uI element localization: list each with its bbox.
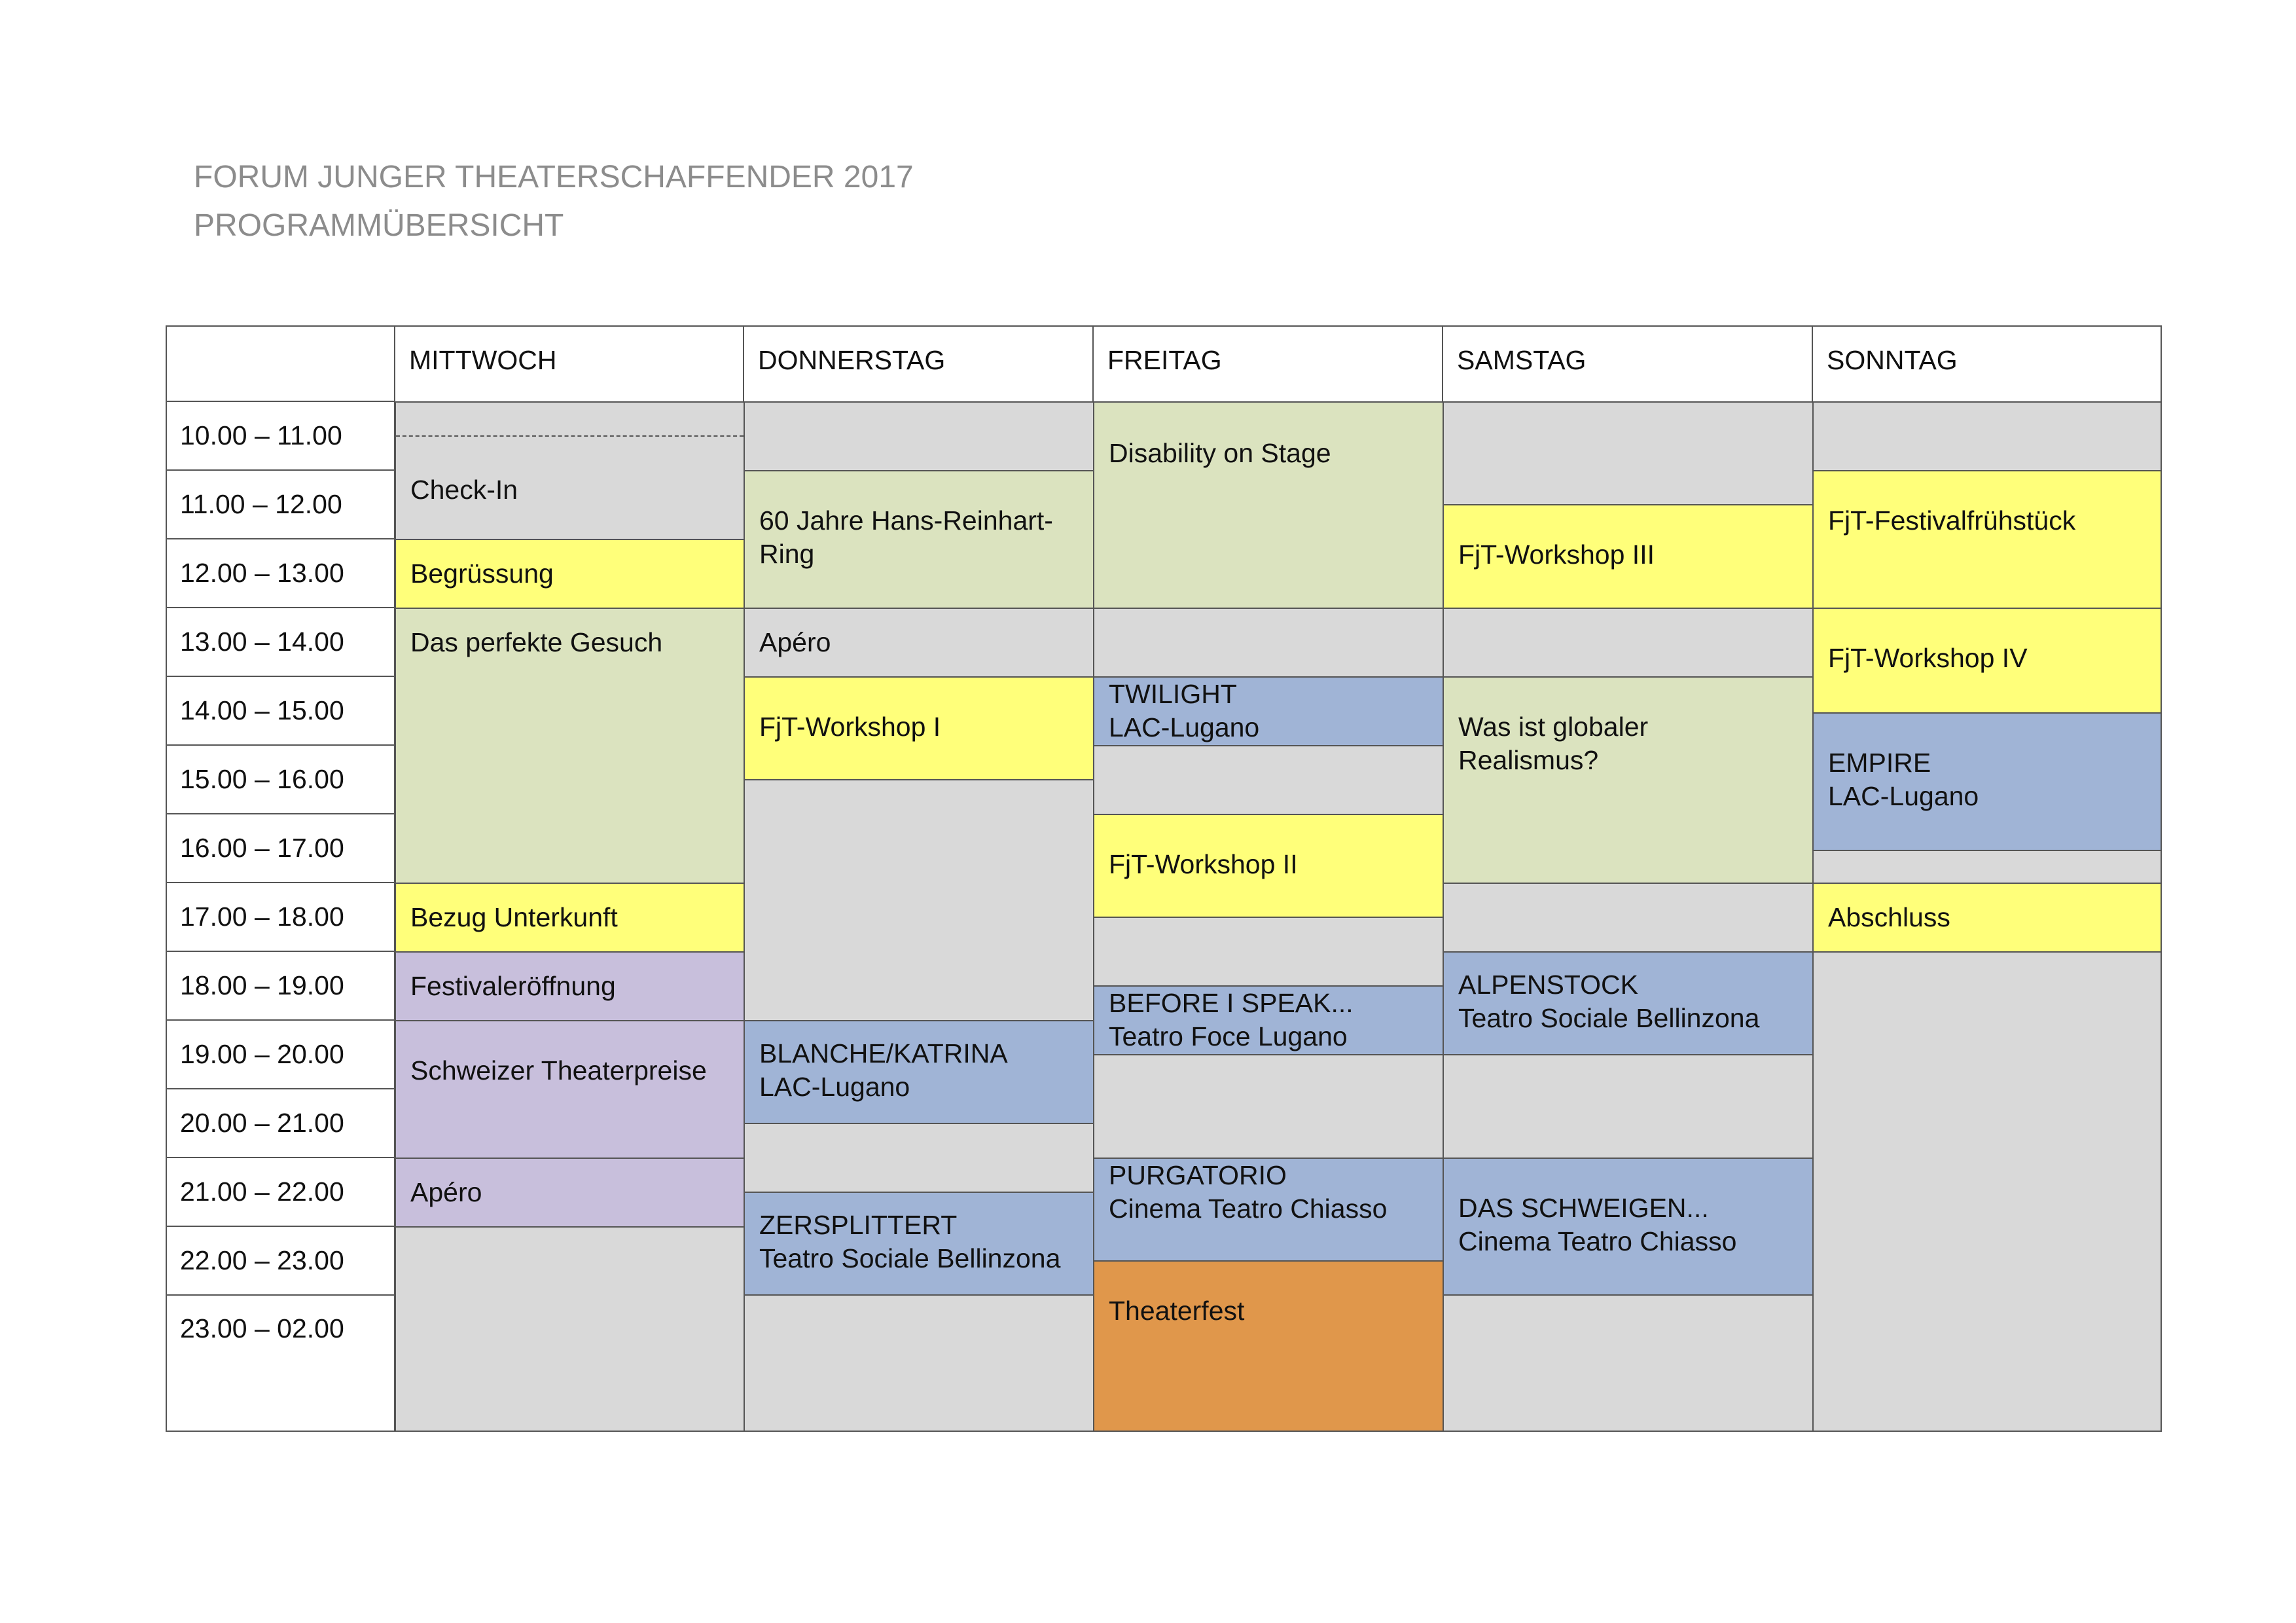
event-before-i-speak: BEFORE I SPEAK... Teatro Foce Lugano [1093,985,1444,1055]
table-border-left [166,325,167,1432]
row-divider [166,676,395,677]
schedule-table [166,325,2162,1432]
event-apero-mittwoch: Apéro [395,1158,745,1228]
row-divider [166,744,395,746]
empty-slot [1093,745,1444,815]
row-divider [166,401,395,402]
event-globaler-realismus: Was ist globaler Realismus? [1443,676,1814,884]
day-header-freitag: FREITAG [1107,345,1222,375]
event-apero-donnerstag: Apéro [744,608,1094,678]
event-fjt-workshop-1: FjT-Workshop I [744,676,1094,780]
time-slot: 13.00 – 14.00 [180,627,344,657]
event-purgatorio: PURGATORIO Cinema Teatro Chiasso [1093,1158,1444,1262]
time-slot: 11.00 – 12.00 [180,489,342,519]
table-border-top [166,325,2162,327]
event-hans-reinhart-ring: 60 Jahre Hans-Reinhart- Ring [744,470,1094,609]
empty-slot [1443,1294,1814,1432]
row-divider [166,607,395,608]
empty-slot [1093,608,1444,678]
time-slot: 22.00 – 23.00 [180,1245,344,1275]
column-divider [1092,325,1094,401]
empty-slot [1443,608,1814,678]
event-fjt-workshop-2: FjT-Workshop II [1093,814,1444,918]
event-fjt-festivalfruehstueck: FjT-Festivalfrühstück [1812,470,2162,609]
empty-slot [744,1123,1094,1193]
column-divider [743,325,744,401]
empty-slot [1812,951,2162,1432]
empty-slot [1443,401,1814,505]
event-zersplittert: ZERSPLITTERT Teatro Sociale Bellinzona [744,1192,1094,1296]
row-divider [166,1157,395,1158]
event-begruessung: Begrüssung [395,539,745,609]
column-divider [394,325,395,1432]
event-empire: EMPIRE LAC-Lugano [1812,712,2162,851]
row-divider [166,813,395,814]
time-slot: 19.00 – 20.00 [180,1039,344,1069]
row-divider [166,469,395,471]
empty-slot [1443,883,1814,953]
day-header-donnerstag: DONNERSTAG [758,345,946,375]
event-blanche-katrina: BLANCHE/KATRINA LAC-Lugano [744,1020,1094,1124]
time-slot: 14.00 – 15.00 [180,695,344,725]
event-festivaleroeffnung: Festivaleröffnung [395,951,745,1021]
table-border-right [2161,325,2162,1432]
event-theaterfest: Theaterfest [1093,1260,1444,1432]
row-divider [166,1088,395,1089]
day-header-mittwoch: MITTWOCH [409,345,557,375]
row-divider [166,1019,395,1021]
document-header [194,153,914,250]
document-title: FORUM JUNGER THEATERSCHAFFENDER 2017 [194,160,914,194]
day-header-samstag: SAMSTAG [1457,345,1587,375]
document-subtitle: PROGRAMMÜBERSICHT [194,208,564,243]
row-divider [166,1226,395,1227]
empty-slot [1812,401,2162,471]
column-divider [1812,325,1813,401]
time-slot: 18.00 – 19.00 [180,970,344,1000]
empty-slot [1812,850,2162,884]
time-slot: 20.00 – 21.00 [180,1108,344,1138]
empty-slot [744,1294,1094,1432]
time-slot: 15.00 – 16.00 [180,764,344,794]
empty-slot [1093,917,1444,987]
empty-slot [395,1226,745,1432]
time-slot: 12.00 – 13.00 [180,558,344,588]
event-bezug-unterkunft: Bezug Unterkunft [395,883,745,953]
event-alpenstock: ALPENSTOCK Teatro Sociale Bellinzona [1443,951,1814,1055]
column-divider [1442,325,1443,401]
event-disability-on-stage: Disability on Stage [1093,401,1444,609]
event-fjt-workshop-3: FjT-Workshop III [1443,504,1814,609]
row-divider [166,1294,395,1296]
empty-slot [744,401,1094,471]
empty-slot [1443,1054,1814,1159]
dashed-divider [396,435,744,437]
table-border-bottom [166,1431,2162,1432]
event-check-in: Check-In [395,401,745,540]
time-slot: 10.00 – 11.00 [180,420,342,450]
event-twilight: TWILIGHT LAC-Lugano [1093,676,1444,746]
empty-slot [744,779,1094,1021]
row-divider [166,951,395,952]
time-slot: 16.00 – 17.00 [180,833,344,863]
event-das-schweigen: DAS SCHWEIGEN... Cinema Teatro Chiasso [1443,1158,1814,1296]
time-slot: 21.00 – 22.00 [180,1176,344,1207]
empty-slot [1093,1054,1444,1159]
day-header-sonntag: SONNTAG [1827,345,1958,375]
row-divider [166,882,395,883]
row-divider [166,538,395,539]
time-slot: 17.00 – 18.00 [180,902,344,932]
event-fjt-workshop-4: FjT-Workshop IV [1812,608,2162,714]
time-slot: 23.00 – 02.00 [180,1313,344,1343]
event-das-perfekte-gesuch: Das perfekte Gesuch [395,608,745,884]
event-schweizer-theaterpreise: Schweizer Theaterpreise [395,1020,745,1159]
event-abschluss: Abschluss [1812,883,2162,953]
